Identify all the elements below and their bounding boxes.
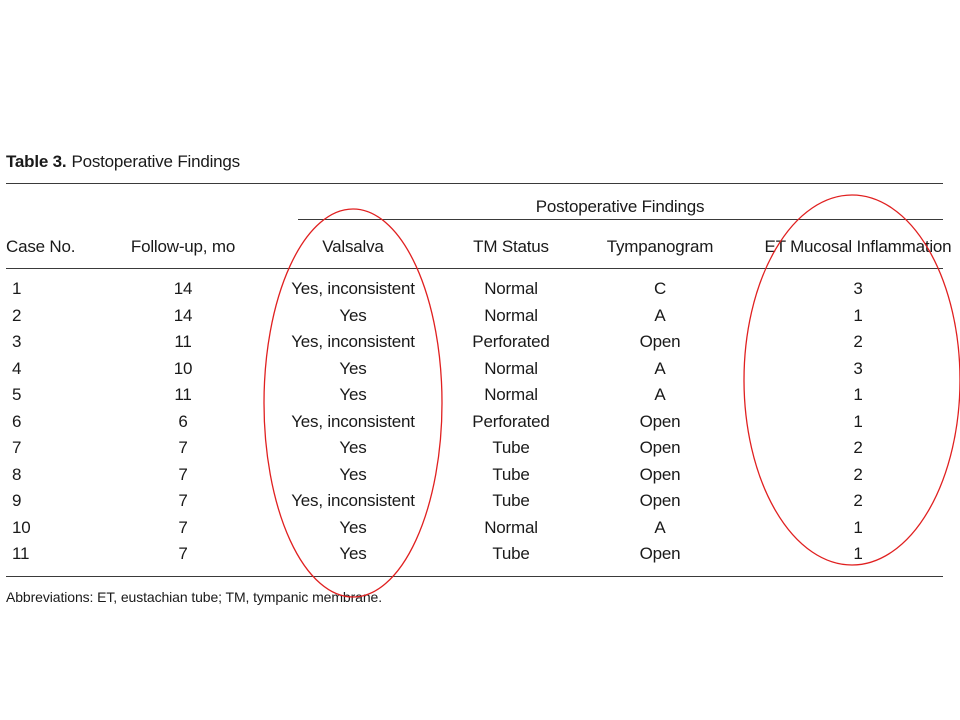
cell-tm-status: Perforated (472, 332, 550, 351)
cell-follow-up: 7 (178, 491, 188, 510)
column-header-et-inflammation: ET Mucosal Inflammation (764, 237, 952, 256)
table-caption-title: Postoperative Findings (71, 152, 240, 171)
cell-tympanogram: Open (639, 464, 681, 484)
cell-tm-status: Tube (492, 438, 530, 457)
cell-case-no: 4 (12, 358, 22, 378)
column-header-follow-up: Follow-up, mo (130, 237, 236, 256)
table-caption (6, 152, 240, 172)
cell-tympanogram: Open (639, 411, 681, 431)
cell-tm-status: Normal (484, 385, 538, 404)
cell-follow-up: 11 (174, 332, 192, 351)
cell-valsalva: Yes (339, 438, 367, 457)
cell-tympanogram: A (654, 385, 666, 404)
cell-tympanogram: Open (639, 438, 681, 457)
cell-valsalva: Yes, inconsistent (291, 332, 415, 351)
cell-follow-up: 11 (174, 385, 192, 404)
header-bottom-rule (6, 268, 943, 269)
table-caption-label: Table 3. (6, 152, 67, 171)
cell-valsalva: Yes (339, 464, 367, 484)
cell-tm-status: Tube (492, 491, 530, 510)
cell-case-no: 7 (12, 438, 22, 457)
cell-case-no: 1 (12, 279, 22, 298)
cell-tympanogram: C (653, 279, 667, 298)
cell-case-no: 9 (12, 491, 22, 510)
cell-tm-status: Tube (492, 464, 530, 484)
cell-tm-status: Normal (484, 305, 538, 325)
cell-et-inflammation: 2 (853, 491, 863, 510)
group-header-rule (298, 219, 943, 220)
cell-et-inflammation: 1 (853, 411, 863, 431)
column-header-valsalva: Valsalva (322, 237, 384, 256)
cell-follow-up: 7 (178, 517, 188, 537)
cell-case-no: 10 (12, 517, 31, 537)
cell-tm-status: Normal (484, 358, 538, 378)
cell-et-inflammation: 2 (853, 438, 863, 457)
cell-valsalva: Yes (339, 544, 367, 563)
cell-et-inflammation: 1 (853, 544, 863, 563)
table-footnote: Abbreviations: ET, eustachian tube; TM, tympanic membrane. (6, 589, 383, 605)
cell-follow-up: 10 (173, 358, 193, 378)
cell-valsalva: Yes, inconsistent (291, 491, 415, 510)
cell-follow-up: 7 (178, 438, 188, 457)
column-header-case-no: Case No. (6, 237, 76, 256)
cell-tympanogram: Open (639, 491, 681, 510)
cell-case-no: 3 (12, 332, 22, 351)
group-header: Postoperative Findings (535, 197, 705, 216)
cell-valsalva: Yes, inconsistent (291, 279, 415, 298)
cell-tm-status: Normal (484, 517, 538, 537)
cell-follow-up: 6 (178, 411, 188, 431)
cell-valsalva: Yes (339, 305, 367, 325)
table-bottom-rule (6, 576, 943, 577)
cell-et-inflammation: 2 (853, 332, 863, 351)
cell-tympanogram: A (654, 305, 666, 325)
table-top-rule (6, 183, 943, 184)
cell-follow-up: 14 (173, 305, 193, 325)
cell-valsalva: Yes (339, 385, 367, 404)
column-header-tympanogram: Tympanogram (606, 237, 714, 256)
cell-tympanogram: Open (639, 544, 681, 563)
cell-valsalva: Yes (339, 358, 367, 378)
cell-tympanogram: A (654, 517, 666, 537)
cell-tympanogram: Open (639, 332, 681, 351)
cell-case-no: 2 (12, 305, 22, 325)
cell-et-inflammation: 3 (853, 358, 863, 378)
cell-case-no: 5 (12, 385, 22, 404)
cell-valsalva: Yes (339, 517, 367, 537)
cell-follow-up: 7 (178, 544, 188, 563)
cell-valsalva: Yes, inconsistent (291, 411, 415, 431)
cell-tm-status: Tube (492, 544, 530, 563)
cell-tympanogram: A (654, 358, 666, 378)
cell-et-inflammation: 1 (853, 385, 863, 404)
cell-case-no: 11 (12, 544, 30, 563)
cell-follow-up: 14 (173, 279, 193, 298)
cell-follow-up: 7 (178, 464, 188, 484)
cell-et-inflammation: 1 (853, 517, 863, 537)
cell-case-no: 8 (12, 464, 22, 484)
cell-tm-status: Normal (484, 279, 538, 298)
cell-et-inflammation: 2 (853, 464, 863, 484)
cell-et-inflammation: 1 (853, 305, 863, 325)
cell-case-no: 6 (12, 411, 22, 431)
cell-tm-status: Perforated (472, 411, 550, 431)
column-header-tm-status: TM Status (473, 237, 549, 256)
cell-et-inflammation: 3 (853, 279, 863, 298)
